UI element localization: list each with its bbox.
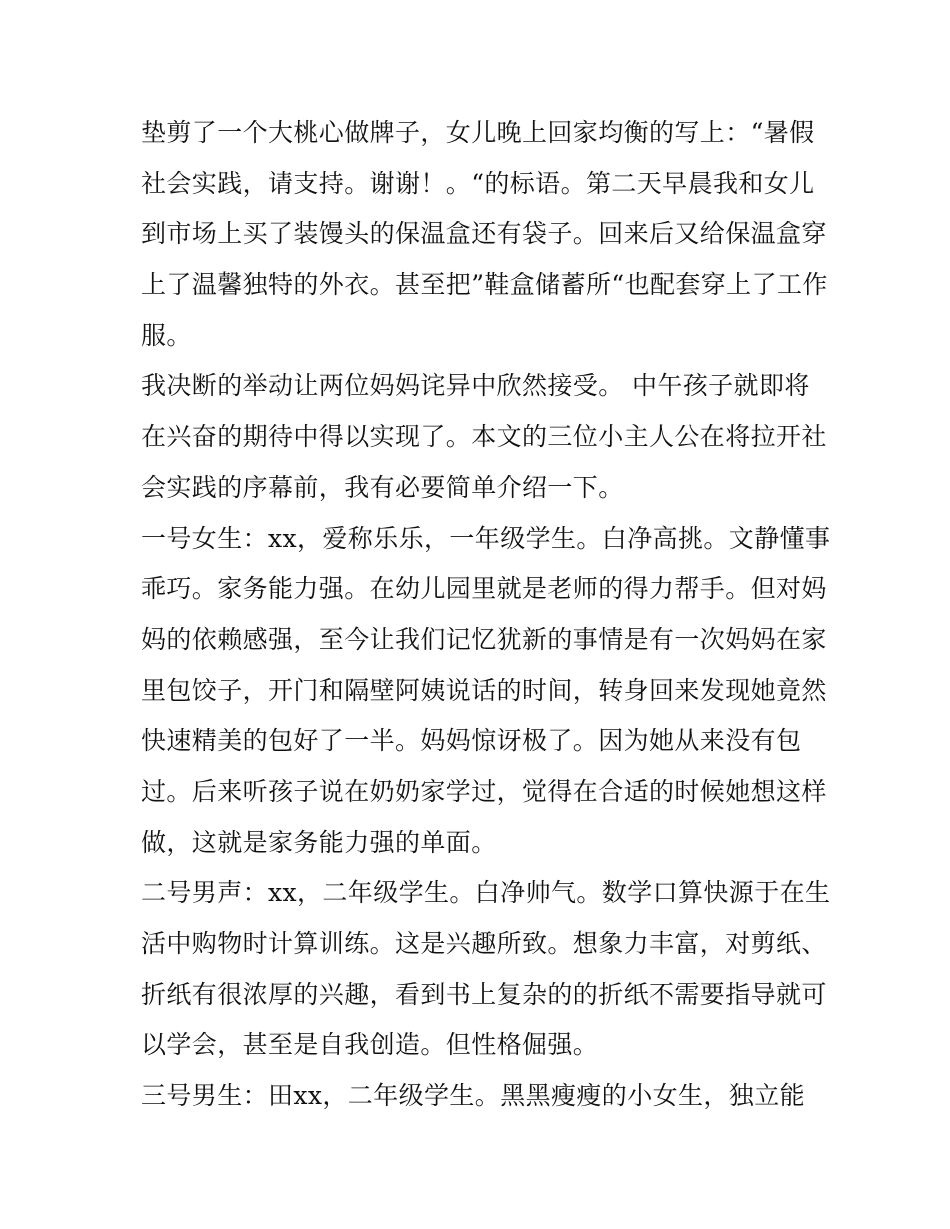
body-text	[141, 108, 831, 1122]
text-line: 乖巧。家务能力强。在幼儿园里就是老师的得力帮手。但对妈	[141, 574, 827, 604]
text-line: 社会实践，请支持。谢谢！。“的标语。第二天早晨我和女儿	[141, 168, 815, 198]
text-line: 上了温馨独特的外衣。甚至把”鞋盒储蓄所“也配套穿上了工作	[141, 270, 828, 300]
text-line: 我决断的举动让两位妈妈诧异中欣然接受。 中午孩子就即将	[141, 371, 810, 401]
text-line: 妈的依赖感强，至今让我们记忆犹新的事情是有一次妈妈在家	[141, 624, 827, 654]
text-line: 会实践的序幕前，我有必要简单介绍一下。	[141, 472, 624, 502]
text-line: 在兴奋的期待中得以实现了。本文的三位小主人公在将拉开社	[141, 422, 827, 452]
text-line: 以学会，甚至是自我创造。但性格倔强。	[141, 1030, 599, 1060]
text-line: 服。	[141, 320, 192, 350]
text-line: 三号男生：田xx，二年级学生。黑黑瘦瘦的小女生，独立能	[141, 1081, 806, 1111]
text-line: 做，这就是家务能力强的单面。	[141, 827, 497, 857]
text-line: 二号男声：xx，二年级学生。白净帅气。数学口算快源于在生	[141, 878, 831, 908]
text-line: 里包饺子，开门和隔壁阿姨说话的时间，转身回来发现她竟然	[141, 675, 827, 705]
text-line: 过。后来听孩子说在奶奶家学过，觉得在合适的时候她想这样	[141, 776, 827, 806]
text-line: 折纸有很浓厚的兴趣，看到书上复杂的的折纸不需要指导就可	[141, 979, 827, 1009]
text-line: 垫剪了一个大桃心做牌子，女儿晚上回家均衡的写上：“暑假	[141, 118, 815, 147]
text-line: 快速精美的包好了一半。妈妈惊讶极了。因为她从来没有包	[141, 726, 802, 756]
text-line: 到市场上买了装馒头的保温盒还有袋子。回来后又给保温盒穿	[141, 219, 827, 249]
text-line: 活中购物时计算训练。这是兴趣所致。想象力丰富，对剪纸、	[141, 929, 827, 958]
text-line: 一号女生：xx，爱称乐乐，一年级学生。白净高挑。文静懂事	[141, 523, 831, 553]
